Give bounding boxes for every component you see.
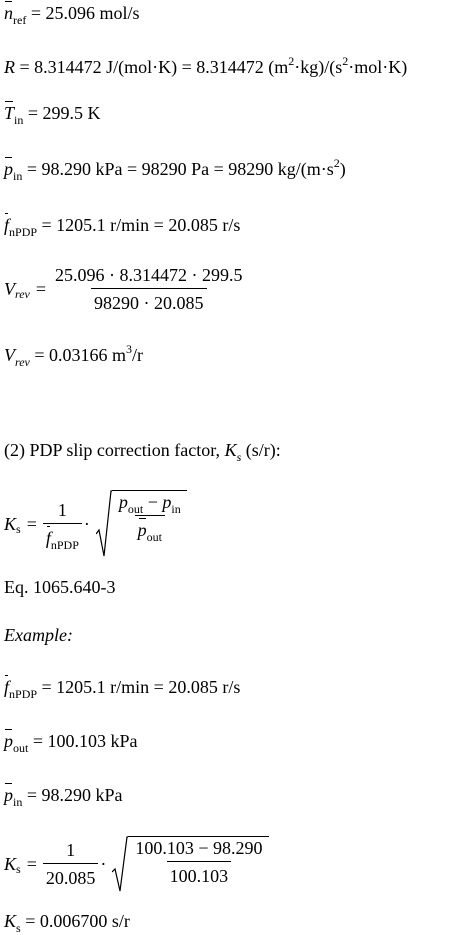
vrev-fraction (52, 266, 246, 312)
k-symbol: K (224, 440, 237, 460)
value-text: = 1205.1 r/min = 20.085 r/s (37, 677, 241, 697)
subscript: s (16, 522, 21, 536)
ks-leading-fraction (43, 500, 82, 552)
denominator: 98290 · 20.085 (91, 288, 207, 312)
superscript: 2 (288, 54, 295, 68)
value-text: = 100.103 kPa (28, 731, 138, 751)
example-pout-line (4, 731, 138, 755)
k-symbol: K (4, 514, 17, 534)
superscript: 3 (126, 342, 133, 356)
example-fnpdp-line (4, 677, 241, 701)
ks-formula (4, 490, 187, 558)
heading-text: (2) PDP slip correction factor, (4, 440, 225, 460)
subscript: out (13, 741, 29, 755)
t-bar-symbol: T (4, 103, 15, 123)
r-symbol: R (4, 57, 15, 77)
value-text: = 0.03166 m (29, 345, 127, 365)
f-bar-symbol: f (4, 677, 10, 697)
numerator (116, 493, 184, 515)
subscript: in (171, 502, 181, 516)
value-text: ·kg)/(s (294, 57, 343, 77)
radicand-fraction (132, 839, 265, 885)
p-bar-symbol: p (4, 785, 13, 805)
section-heading (4, 440, 281, 464)
subscript: rev (15, 355, 30, 369)
k-symbol: K (4, 911, 17, 931)
subscript: in (14, 113, 24, 127)
pin-line (4, 156, 346, 183)
p-bar-symbol: p (4, 731, 13, 751)
subscript: s (236, 450, 242, 464)
subscript: s (16, 921, 21, 935)
square-root (112, 836, 268, 892)
f-bar-symbol: f (4, 215, 10, 235)
value-text: = 299.5 K (23, 103, 101, 123)
value-text: = 98.290 kPa (22, 785, 123, 805)
equals-sign: = (35, 279, 47, 299)
radical-sign-icon (96, 490, 112, 558)
value-text: /r (132, 345, 144, 365)
ks-result (4, 911, 130, 935)
equals-sign: = (26, 854, 37, 874)
subscript: nPDP (9, 225, 38, 239)
subscript: s (16, 862, 21, 876)
f-bar-symbol: f (45, 528, 51, 548)
gas-constant-line (4, 54, 408, 77)
ks-leading-fraction (43, 841, 99, 887)
value-text: = 8.314472 J/(mol·K) = 8.314472 (m (15, 57, 289, 77)
multiply-dot: · (100, 854, 107, 874)
subscript: in (13, 795, 23, 809)
value-text: = 1205.1 r/min = 20.085 r/s (37, 215, 241, 235)
numerator: 1 (57, 500, 67, 520)
p-bar-symbol: p (162, 492, 172, 512)
equals-sign: = (26, 514, 37, 534)
heading-text: (s/r): (241, 440, 281, 460)
subscript: out (127, 502, 144, 516)
subscript: out (146, 530, 162, 544)
numerator: 1 (66, 840, 76, 860)
radicand-fraction (116, 492, 184, 544)
denominator (43, 523, 82, 552)
k-symbol: K (4, 854, 17, 874)
value-text: ·mol·K) (348, 57, 408, 77)
example-pin-line (4, 785, 123, 809)
tin-line (4, 103, 101, 127)
vrev-calculation (4, 266, 246, 312)
value-text: = 98.290 kPa = 98290 Pa = 98290 kg/(m·s (22, 159, 334, 179)
denominator: 100.103 (167, 861, 232, 885)
radicand (112, 490, 187, 558)
vrev-result (4, 342, 144, 369)
value-text: = 0.006700 s/r (20, 911, 130, 931)
n-dot-symbol: n (4, 3, 13, 23)
numerator: 25.096 · 8.314472 · 299.5 (55, 265, 243, 285)
fnpdp-line (4, 215, 241, 239)
square-root (96, 490, 187, 558)
ks-calculation (4, 836, 269, 892)
radicand (128, 836, 268, 892)
radical-sign-icon (112, 836, 128, 892)
minus-sign: − (143, 492, 163, 512)
nref-value-line (4, 3, 140, 27)
denominator (135, 515, 165, 544)
multiply-dot: · (83, 514, 90, 534)
value-text: ) (339, 159, 346, 179)
subscript: rev (15, 287, 30, 301)
numerator: 100.103 − 98.290 (135, 838, 263, 858)
example-label: Example: (4, 625, 73, 645)
p-bar-symbol: p (137, 520, 147, 540)
equation-reference: Eq. 1065.640-3 (4, 577, 116, 597)
subscript: nPDP (9, 687, 38, 701)
v-symbol: V (4, 279, 15, 299)
p-bar-symbol: p (4, 159, 13, 179)
superscript: 2 (342, 54, 349, 68)
p-bar-symbol: p (118, 492, 128, 512)
subscript: ref (13, 13, 27, 27)
subscript: in (13, 169, 23, 183)
subscript: nPDP (50, 538, 79, 552)
denominator: 20.085 (43, 863, 99, 887)
value-text: = 25.096 mol/s (26, 3, 140, 23)
v-symbol: V (4, 345, 15, 365)
superscript: 2 (333, 156, 340, 170)
